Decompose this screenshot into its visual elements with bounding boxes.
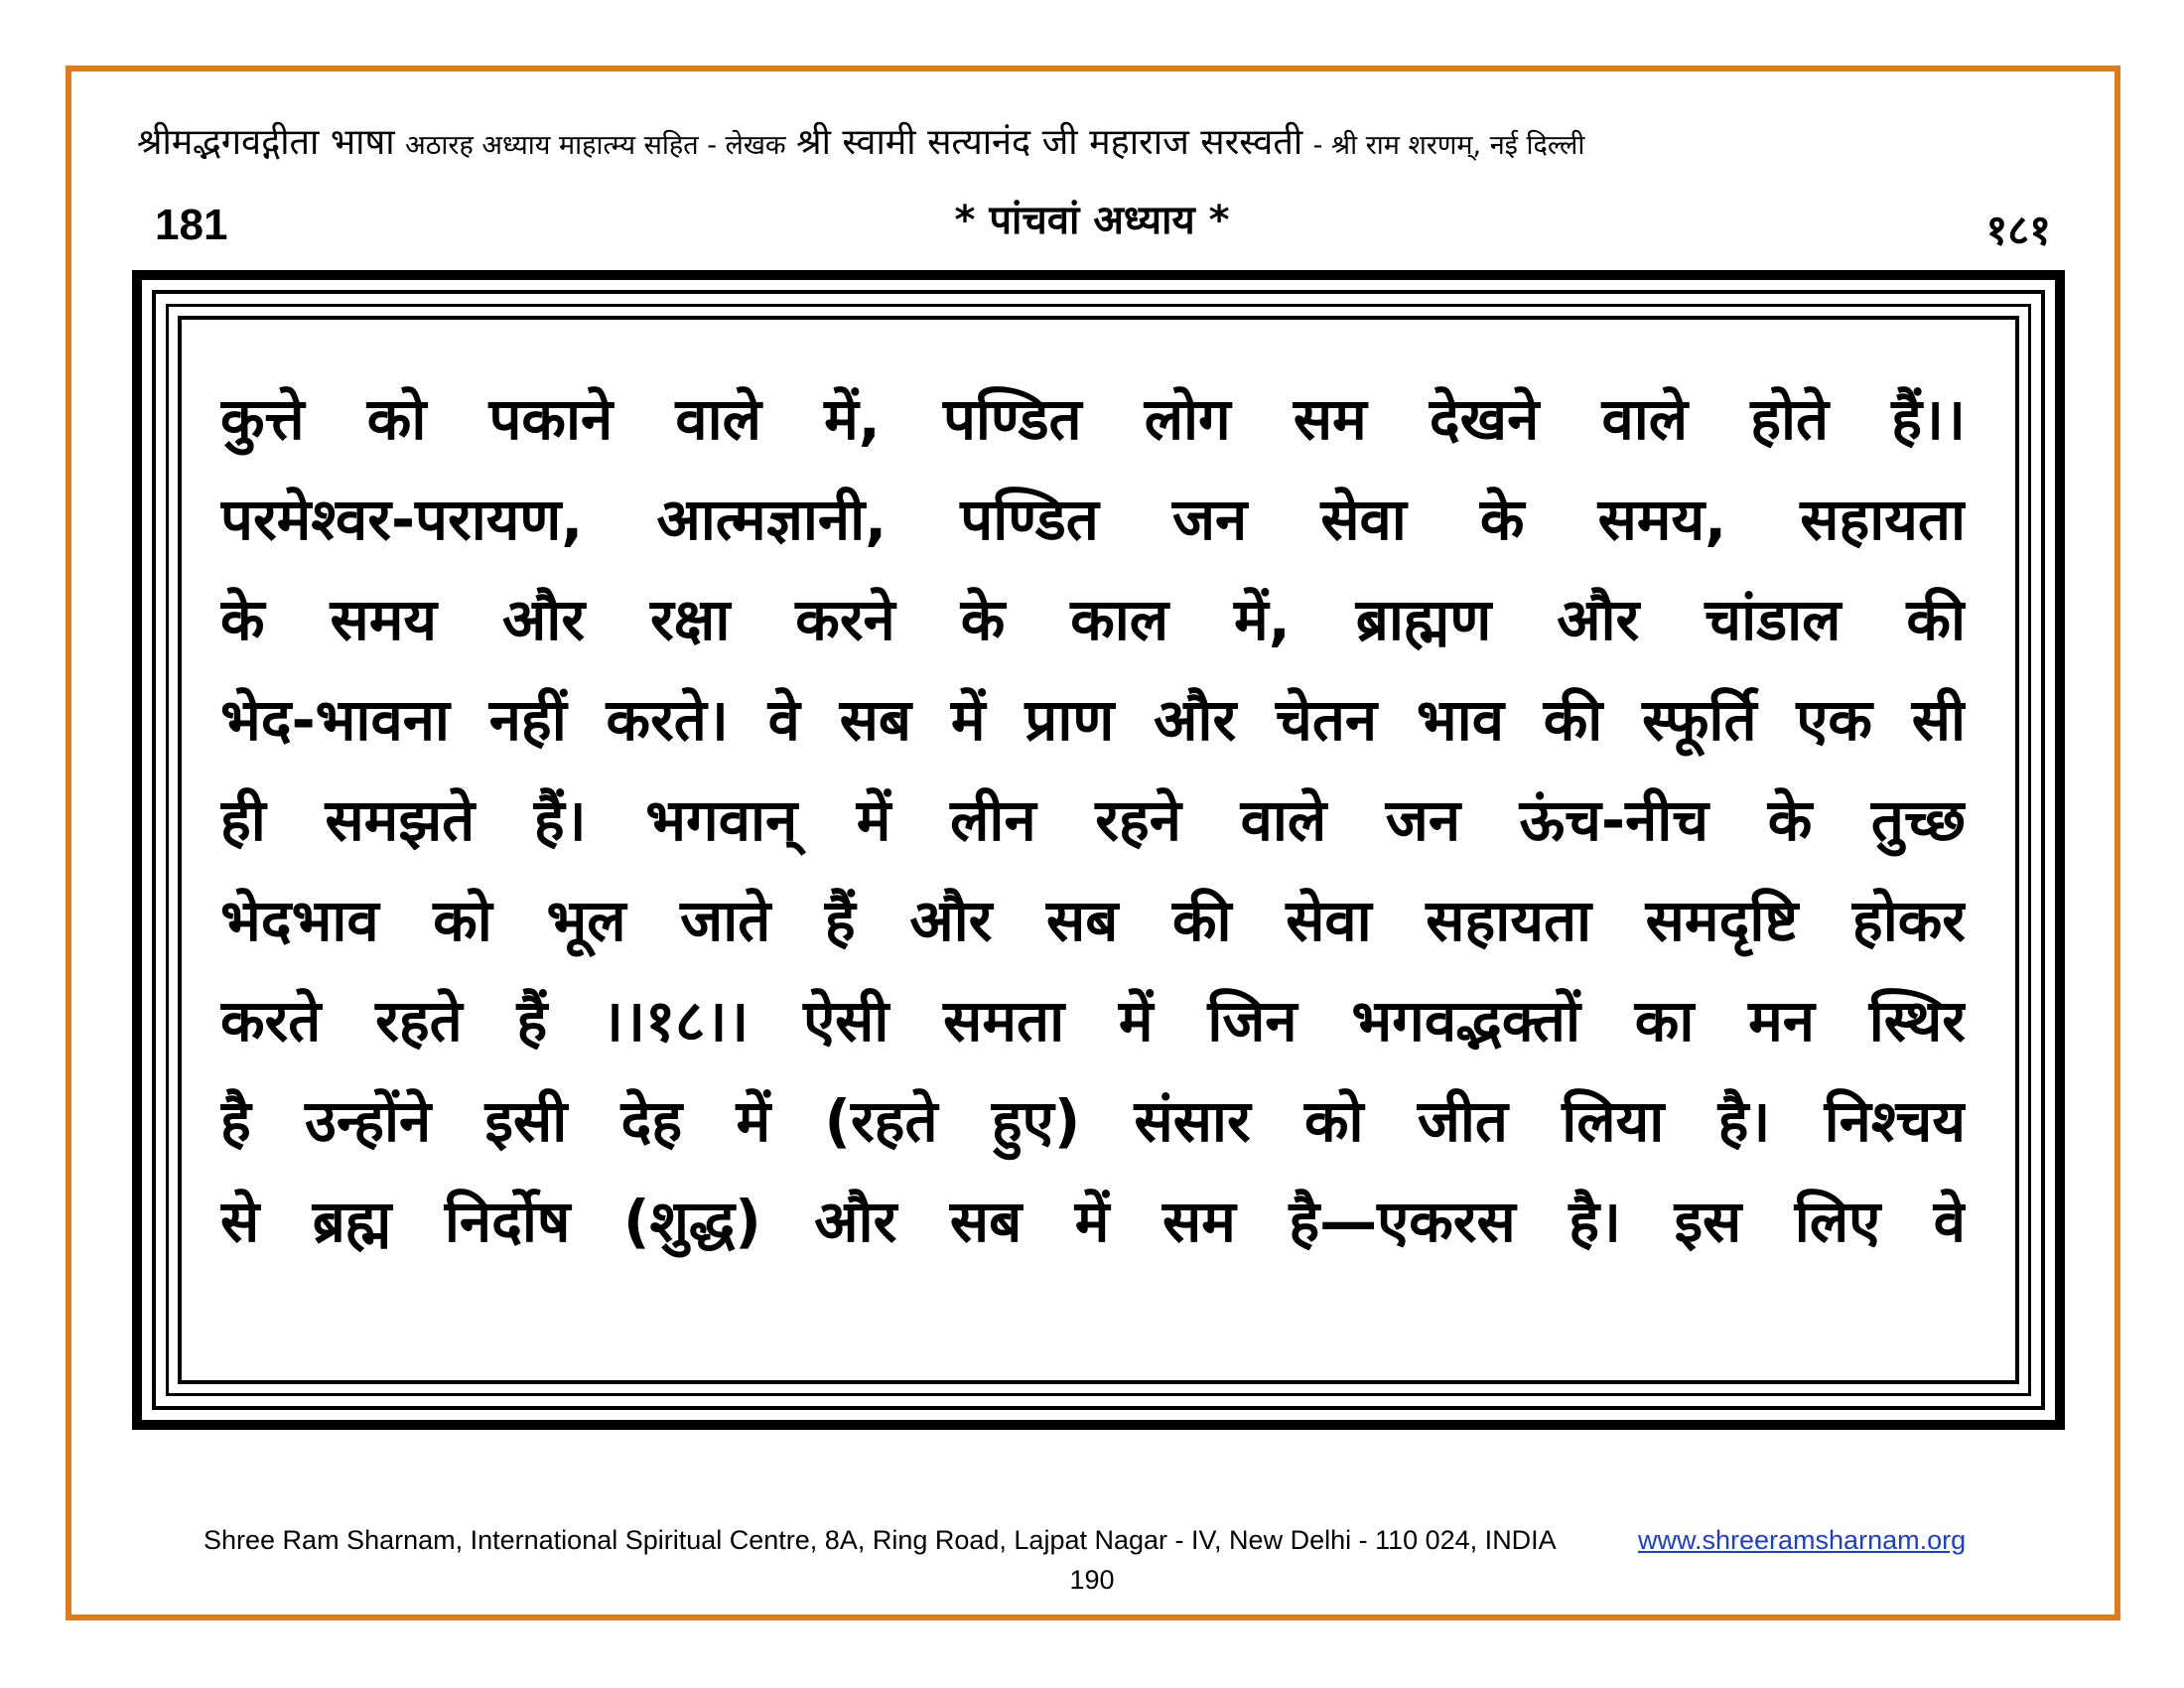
text-line: कुत्ते को पकाने वाले में, पण्डित लोग सम देखने वाले होते हैं।।	[220, 385, 1966, 453]
verse-text	[220, 369, 1966, 1272]
book-subtitle: अठारह अध्याय माहात्म्य सहित - लेखक	[405, 130, 786, 161]
text-line: भेद-भावना नहीं करते। वे सब में प्राण और चेतन भाव की स्फूर्ति एक सी	[220, 686, 1966, 754]
footer-address: Shree Ram Sharnam, International Spiritual Centre, 8A, Ring Road, Lajpat Nagar - IV, New Delhi - 110 024, INDIA	[204, 1525, 1557, 1555]
text-line: भेदभाव को भूल जाते हैं और सब की सेवा सहायता समदृष्टि होकर	[220, 887, 1966, 954]
text-line: के समय और रक्षा करने के काल में, ब्राह्मण और चांडाल की	[220, 586, 1966, 653]
page-number-right: १८१	[1985, 206, 2051, 254]
website-link[interactable]: www.shreeramsharnam.org	[1638, 1525, 1967, 1555]
text-line: परमेश्वर-परायण, आत्मज्ञानी, पण्डित जन सेवा के समय, सहायता	[220, 486, 1966, 553]
author-name: श्री स्वामी सत्यानंद जी महाराज सरस्वती	[796, 122, 1303, 163]
text-line: से ब्रह्म निर्दोष (शुद्ध) और सब में सम है—एकरस है। इस लिए वे	[220, 1188, 1966, 1255]
text-line: है उन्होंने इसी देह में (रहते हुए) संसार को जीत लिया है। निश्चय	[220, 1087, 1966, 1155]
footer-page-number: 190	[1069, 1565, 1115, 1595]
page-number-left: 181	[155, 201, 228, 249]
running-header	[137, 119, 2063, 170]
chapter-title: * पांचवां अध्याय *	[954, 198, 1230, 243]
text-line: ही समझते हैं। भगवान् में लीन रहने वाले जन ऊंच-नीच के तुच्छ	[220, 786, 1966, 854]
book-title: श्रीमद्भगवद्गीता भाषा	[137, 122, 395, 163]
publisher-name: - श्री राम शरणम्, नई दिल्ली	[1312, 130, 1585, 161]
text-line: करते रहते हैं ।।१८।। ऐसी समता में जिन भगवद्भक्तों का मन स्थिर	[220, 987, 1966, 1055]
